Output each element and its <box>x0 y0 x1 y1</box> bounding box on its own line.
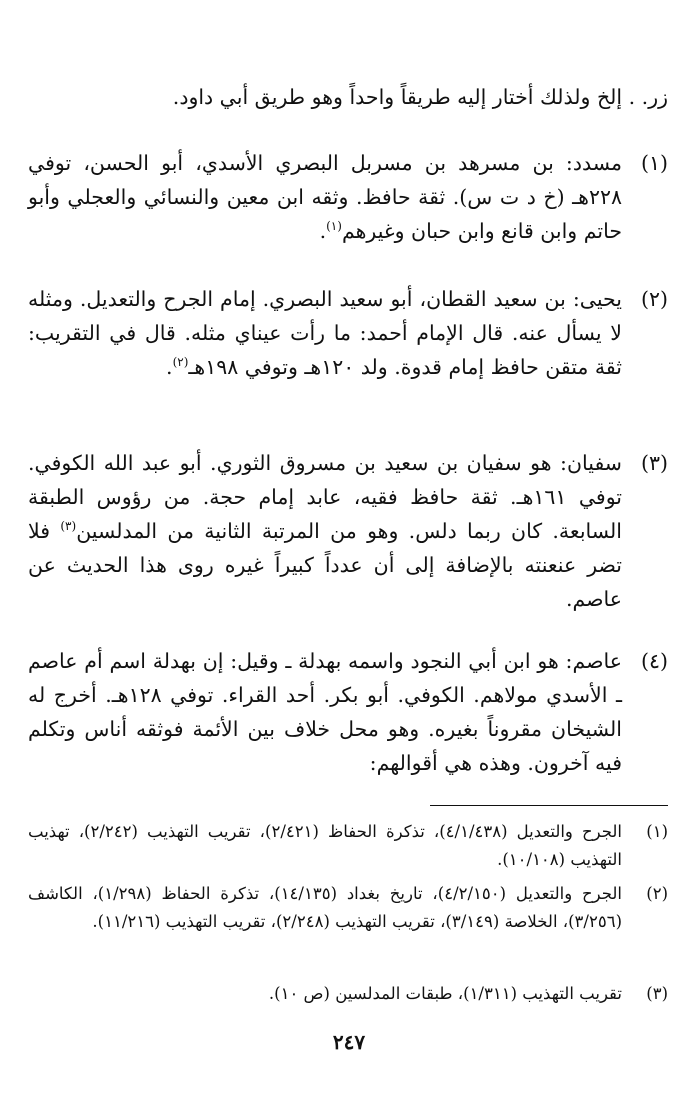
footnote-ref: (٢) <box>172 355 189 370</box>
narrator-entry-1 <box>28 146 668 248</box>
footnote-3 <box>28 980 668 1008</box>
narrator-entry-4 <box>28 644 668 780</box>
narrator-entry-2 <box>28 282 668 384</box>
entry-body: : هو ابن أبي النجود واسمه بهدلة ـ وقيل: إن بهدلة اسم أم عاصم ـ الأسدي مولاهم. الكوفي. أبو بكر. أحد القراء. توفي ١٢٨هـ. أخرج له الشيخان مقروناً بغيره. وهو محل خلاف بين الأئمة فوثقه أناس وتكلم فيه آخرون. وهذه هي أقوالهم: <box>28 649 622 775</box>
entry-number: (٢) <box>640 287 668 311</box>
footnote-number: (١) <box>646 822 668 841</box>
narrator-entry-3 <box>28 446 668 616</box>
intro-paragraph: زر. . إلخ ولذلك أختار إليه طريقاً واحداً وهو طريق أبي داود. <box>172 85 668 109</box>
entry-body: : هو سفيان بن سعيد بن مسروق الثوري. أبو عبد الله الكوفي. توفي ١٦١هـ. ثقة حافظ فقيه، عابد إمام حجة. من رؤوس الطبقة السابعة. كان ربما دلس. وهو من المرتبة الثانية من المدلسين <box>28 451 622 543</box>
footnote-number: (٣) <box>646 984 668 1003</box>
entry-text <box>28 446 622 616</box>
entry-body: : بن سعيد القطان، أبو سعيد البصري. إمام الجرح والتعديل. ومثله لا يسأل عنه. قال الإمام أحمد: ما رأت عيناي مثله. قال في التقريب: ثقة متقن حافظ إمام قدوة. ولد ١٢٠هـ وتوفي ١٩٨هـ <box>28 287 622 379</box>
footnote-text: الجرح والتعديل (٤/١/٤٣٨)، تذكرة الحفاظ (٢/٤٢١)، تقريب التهذيب (٢/٢٤٢)، تهذيب التهذيب (١٠/١٠٨). <box>28 822 622 869</box>
page-number: ٢٤٧ <box>332 1030 366 1054</box>
entry-number: (٤) <box>640 649 668 673</box>
entry-end: فلا تضر عنعنته بالإضافة إلى أن عدداً كبيراً غيره روى هذا الحديث عن عاصم. <box>28 519 622 611</box>
footnote-ref: (٣) <box>60 519 77 534</box>
entry-end: . <box>319 219 327 243</box>
entry-body: : بن مسرهد بن مسربل البصري الأسدي، أبو الحسن، توفي ٢٢٨هـ (خ د ت س). ثقة حافظ. وثقه ابن معين والنسائي والعجلي وأبو حاتم وابن قانع وابن حبان وغيرهم <box>28 151 622 243</box>
footnote-text: الجرح والتعديل (٤/٢/١٥٠)، تاريخ بغداد (١٤/١٣٥)، تذكرة الحفاظ (١/٢٩٨)، الكاشف (٣/٢٥٦)، الخلاصة (٣/١٤٩)، تقريب التهذيب (٢/٢٤٨)، تقريب التهذيب (١١/٢١٦). <box>28 884 623 931</box>
footnote-2 <box>28 880 668 936</box>
entry-end: . <box>166 355 173 379</box>
narrator-name: سفيان <box>566 451 622 475</box>
footnote-number: (٢) <box>646 884 668 903</box>
narrator-name: مسدد <box>572 151 622 175</box>
entry-number: (١) <box>640 151 668 175</box>
footnote-1 <box>28 818 668 874</box>
footnote-ref: (١) <box>326 219 342 234</box>
footnote-divider <box>430 805 668 806</box>
entry-number: (٣) <box>640 451 668 475</box>
entry-text <box>28 644 622 780</box>
entry-text <box>28 282 622 384</box>
narrator-name: عاصم <box>572 649 622 673</box>
footnote-text: تقريب التهذيب (١/٣١١)، طبقات المدلسين (ص ١٠). <box>268 984 622 1003</box>
entry-text <box>28 146 622 248</box>
narrator-name: يحيى <box>579 287 622 311</box>
